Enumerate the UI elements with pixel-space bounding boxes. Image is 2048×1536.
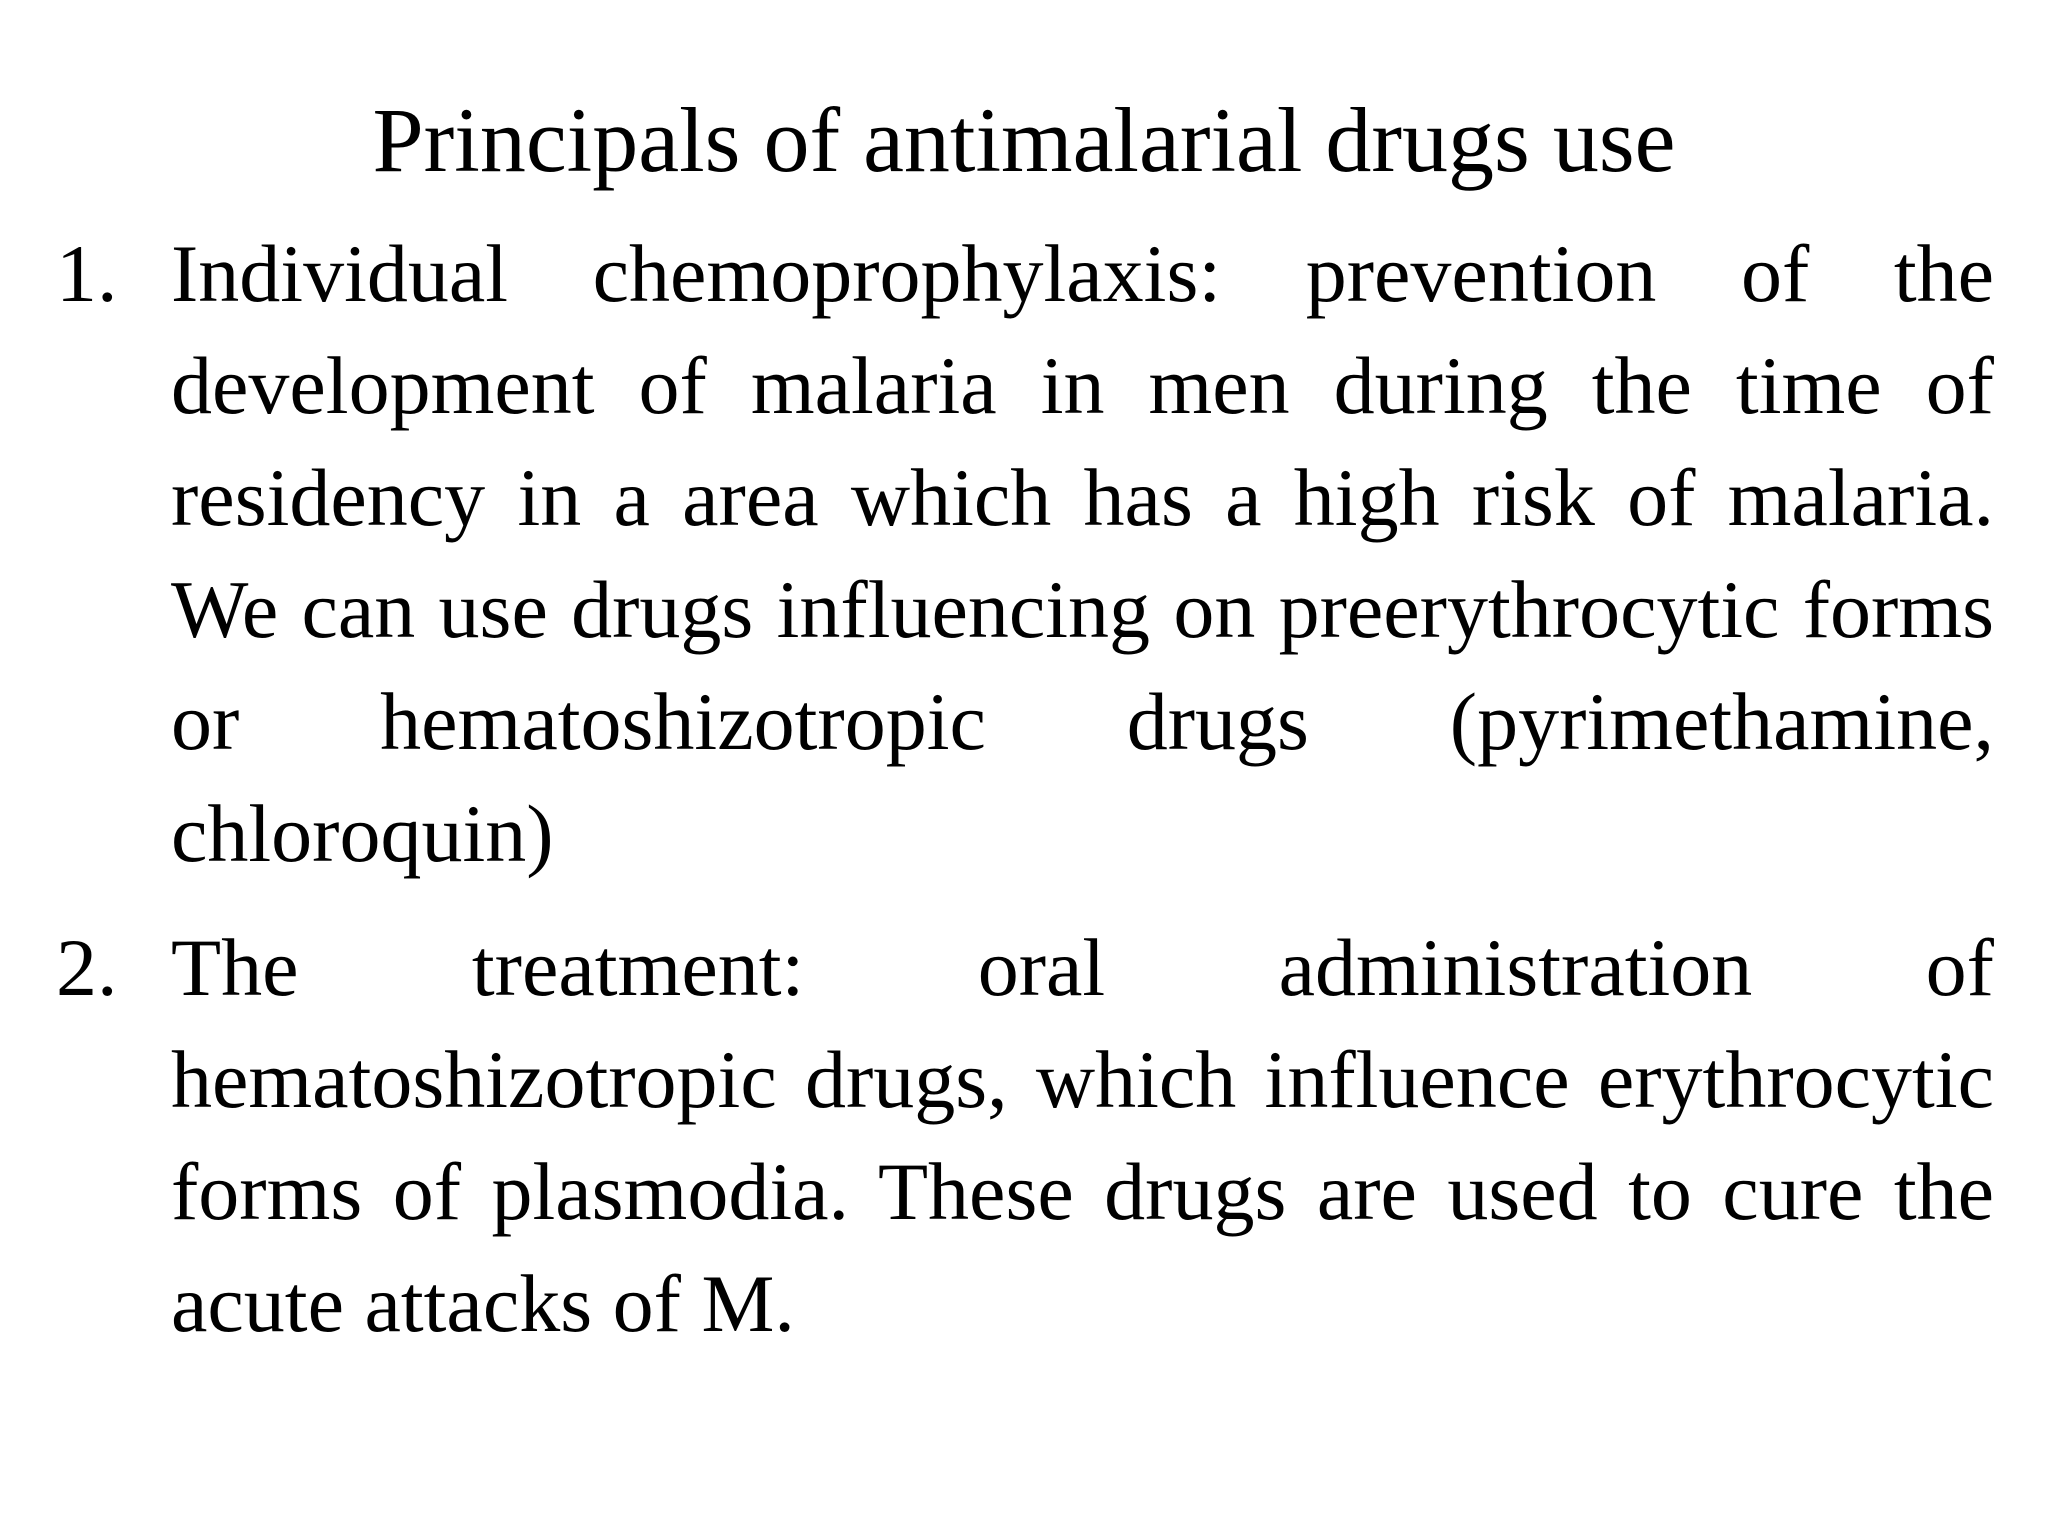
principles-list bbox=[56, 218, 1994, 1360]
list-item-text: The treatment: oral administration of hematoshizotropic drugs, which influence erythrocytic forms of plasmodia. These drugs are used to cure the acute attacks of M. bbox=[171, 922, 1994, 1349]
list-item bbox=[56, 912, 1994, 1360]
list-item-text: Individual chemoprophylaxis: prevention of the development of malaria in men during the time of residency in a area which has a high risk of malaria. We can use drugs influencing on preerythrocytic forms or hematoshizotropic drugs (pyrimethamine, chloroquin) bbox=[171, 228, 1994, 879]
slide-title: Principals of antimalarial drugs use bbox=[372, 89, 1676, 191]
list-item-number: 1. bbox=[56, 228, 118, 319]
list-item-number: 2. bbox=[56, 922, 118, 1013]
list-item bbox=[56, 218, 1994, 890]
